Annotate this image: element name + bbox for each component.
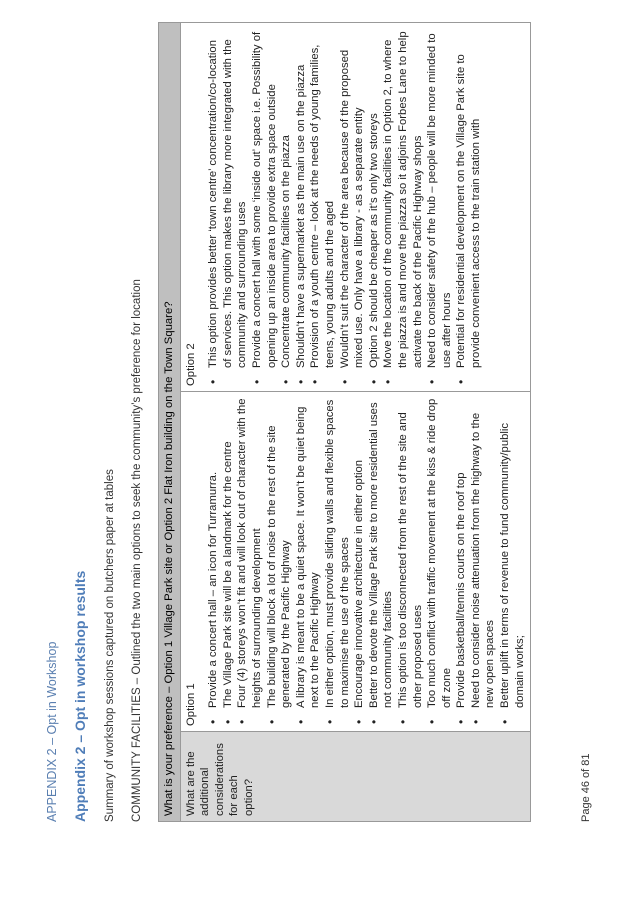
list-item: • Provide basketball/tennis courts on the roof top: [454, 397, 469, 708]
option2-title: Option 2: [184, 343, 197, 386]
table-row: [180, 23, 531, 822]
list-item: • Four (4) storeys won’t fit and will look out of character with the heights of surrounding development: [235, 397, 264, 708]
list-item: • Too much conflict with traffic movement at the kiss & ride drop off zone: [425, 397, 454, 708]
list-item: • Shouldn’t have a supermarket as the main use on the piazza: [294, 28, 309, 368]
list-item: • In either option, must provide sliding walls and flexible spaces to maximise the use of the spaces: [323, 397, 352, 708]
option2-list: [206, 28, 483, 386]
list-item: • Provide a concert hall with some ‘inside out’ space i.e. Possibility of opening up an inside area to provide extra space outside: [250, 28, 279, 368]
list-item: • Need to consider safety of the hub – people will be more minded to use after hours: [425, 28, 454, 368]
list-item: • Option 2 should be cheaper as it’s only two storeys: [367, 28, 382, 368]
option1-list: [206, 397, 527, 726]
preference-table: [158, 22, 531, 822]
page-number: Page 46 of 81: [580, 753, 592, 822]
list-item: • The building will block a lot of noise to the rest of the site generated by the Pacific Highway: [265, 397, 294, 708]
list-item: • Provision of a youth centre – look at the needs of young families, teens, young adults and the aged: [308, 28, 337, 368]
list-item: • Wouldn’t suit the character of the area because of the proposed mixed use. Only have a library - as a separate entity: [338, 28, 367, 368]
option1-title: Option 1: [184, 683, 197, 726]
community-facilities-text: COMMUNITY FACILITIES – Outlined the two main options to seek the community’s preference for location: [131, 279, 143, 822]
list-item: • Potential for residential development on the Village Park site to provide convenient access to the train station with: [454, 28, 483, 368]
appendix-header: APPENDIX 2 – Opt in Workshop: [45, 641, 59, 822]
option1-cell: [180, 392, 531, 732]
list-item: • Need to consider noise attenuation from the highway to the new open spaces: [469, 397, 498, 708]
row-label: What are the additional considerations for each option?: [180, 732, 531, 822]
table-header-row: [159, 23, 181, 822]
summary-text: Summary of workshop sessions captured on butchers paper at tables: [104, 469, 116, 822]
list-item: • Move the location of the community facilities in Option 2, to where the piazza is and move the piazza so it adjoins Forbes Lane to help activate the back of the Pacific Highway shops: [381, 28, 425, 368]
list-item: • This option is too disconnected from the rest of the site and other proposed uses: [396, 397, 425, 708]
list-item: • Better to devote the Village Park site to more residential uses not community facilities: [367, 397, 396, 708]
list-item: • Encourage innovative architecture in either option: [352, 397, 367, 708]
table-header-question: What is your preference – Option 1 Village Park site or Option 2 Flat Iron building on the Town Square?: [159, 23, 181, 822]
list-item: • A library is meant to be a quiet space. It won’t be quiet being next to the Pacific Highway: [294, 397, 323, 708]
page-title: Appendix 2 – Opt in workshop results: [72, 570, 88, 822]
list-item: • Provide a concert hall – an icon for Turramurra.: [206, 397, 221, 708]
list-item: • The Village Park site will be a landmark for the centre: [221, 397, 236, 708]
list-item: • Concentrate community facilities on the piazza: [279, 28, 294, 368]
list-item: • Better uplift in terms of revenue to fund community/public domain works;: [498, 397, 527, 708]
list-item: • This option provides better ‘town centre’ concentration/co-location of services. This option makes the library more integrated with the community and surrounding uses: [206, 28, 250, 368]
option2-cell: [180, 23, 531, 392]
